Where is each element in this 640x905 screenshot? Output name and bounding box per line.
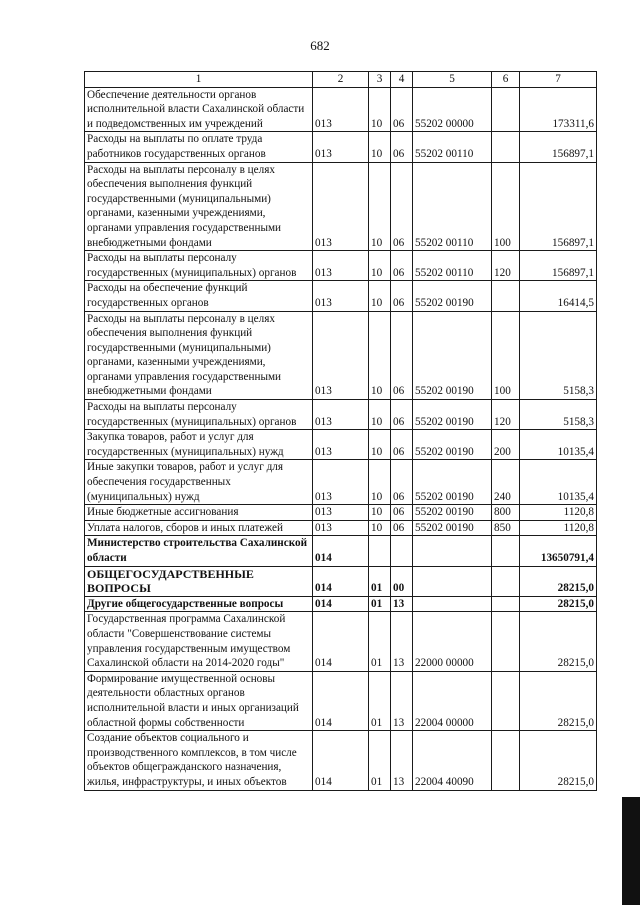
table-row [85, 596, 597, 612]
row-name-cell: Иные закупки товаров, работ и услуг для обеспечения государственных (муниципальных) нужд [85, 460, 313, 505]
subsection-cell: 13 [391, 671, 413, 730]
expense-type-cell [492, 731, 520, 790]
row-name-cell: Расходы на обеспечение функций государственных органов [85, 281, 313, 311]
row-name-cell: Иные бюджетные ассигнования [85, 505, 313, 521]
code-cell: 014 [313, 731, 369, 790]
subsection-cell: 13 [391, 612, 413, 671]
subsection-cell: 06 [391, 311, 413, 400]
table-row [85, 251, 597, 281]
amount-cell: 5158,3 [520, 400, 597, 430]
target-article-cell: 55202 00190 [413, 281, 492, 311]
target-article-cell: 22000 00000 [413, 612, 492, 671]
amount-cell: 28215,0 [520, 612, 597, 671]
code-cell: 013 [313, 400, 369, 430]
table-row [85, 505, 597, 521]
header-cell: 2 [313, 72, 369, 88]
header-cell: 4 [391, 72, 413, 88]
expense-type-cell: 120 [492, 400, 520, 430]
section-cell: 01 [369, 671, 391, 730]
subsection-cell: 06 [391, 132, 413, 162]
amount-cell: 28215,0 [520, 566, 597, 596]
table-row [85, 612, 597, 671]
expense-type-cell: 800 [492, 505, 520, 521]
table-row [85, 731, 597, 790]
header-cell: 7 [520, 72, 597, 88]
table-row [85, 430, 597, 460]
table-row [85, 460, 597, 505]
amount-cell: 1120,8 [520, 520, 597, 536]
target-article-cell: 55202 00190 [413, 430, 492, 460]
code-cell: 014 [313, 596, 369, 612]
subsection-cell: 06 [391, 460, 413, 505]
table-row [85, 566, 597, 596]
subsection-cell: 06 [391, 505, 413, 521]
target-article-cell: 55202 00000 [413, 87, 492, 132]
section-cell: 10 [369, 505, 391, 521]
expense-type-cell: 120 [492, 251, 520, 281]
subsection-cell [391, 536, 413, 566]
table-row [85, 536, 597, 566]
row-name-cell: Расходы на выплаты персоналу в целях обеспечения выполнения функций государственными (муниципальными) органами, казенными учреждениями, органами управления государственными внебюджетными фондами [85, 162, 313, 251]
table-row [85, 311, 597, 400]
table-row [85, 520, 597, 536]
section-cell: 10 [369, 251, 391, 281]
code-cell: 013 [313, 87, 369, 132]
row-name-cell: Расходы на выплаты персоналу государственных (муниципальных) органов [85, 251, 313, 281]
section-cell: 10 [369, 87, 391, 132]
header-cell: 1 [85, 72, 313, 88]
target-article-cell: 55202 00110 [413, 162, 492, 251]
header-cell: 3 [369, 72, 391, 88]
amount-cell: 156897,1 [520, 162, 597, 251]
expense-type-cell [492, 566, 520, 596]
section-cell: 10 [369, 400, 391, 430]
row-name-cell: ОБЩЕГОСУДАРСТВЕННЫЕ ВОПРОСЫ [85, 566, 313, 596]
row-name-cell: Уплата налогов, сборов и иных платежей [85, 520, 313, 536]
row-name-cell: Закупка товаров, работ и услуг для государственных (муниципальных) нужд [85, 430, 313, 460]
amount-cell: 28215,0 [520, 596, 597, 612]
expense-type-cell: 100 [492, 311, 520, 400]
section-cell: 01 [369, 566, 391, 596]
subsection-cell: 06 [391, 520, 413, 536]
target-article-cell: 55202 00190 [413, 311, 492, 400]
expense-type-cell [492, 132, 520, 162]
budget-table [84, 71, 597, 791]
row-name-cell: Расходы на выплаты персоналу государственных (муниципальных) органов [85, 400, 313, 430]
subsection-cell: 06 [391, 162, 413, 251]
row-name-cell: Расходы на выплаты по оплате труда работников государственных органов [85, 132, 313, 162]
code-cell: 013 [313, 430, 369, 460]
code-cell: 013 [313, 281, 369, 311]
subsection-cell: 06 [391, 87, 413, 132]
table-row [85, 132, 597, 162]
code-cell: 013 [313, 460, 369, 505]
code-cell: 014 [313, 536, 369, 566]
target-article-cell: 55202 00110 [413, 132, 492, 162]
expense-type-cell: 200 [492, 430, 520, 460]
section-cell: 01 [369, 731, 391, 790]
section-cell: 01 [369, 612, 391, 671]
code-cell: 014 [313, 612, 369, 671]
target-article-cell: 22004 00000 [413, 671, 492, 730]
amount-cell: 28215,0 [520, 731, 597, 790]
section-cell [369, 536, 391, 566]
code-cell: 014 [313, 566, 369, 596]
code-cell: 014 [313, 671, 369, 730]
expense-type-cell [492, 671, 520, 730]
target-article-cell: 55202 00190 [413, 520, 492, 536]
table-row [85, 281, 597, 311]
expense-type-cell [492, 281, 520, 311]
table-body [85, 87, 597, 790]
amount-cell: 156897,1 [520, 251, 597, 281]
code-cell: 013 [313, 311, 369, 400]
amount-cell: 156897,1 [520, 132, 597, 162]
expense-type-cell [492, 612, 520, 671]
target-article-cell: 22004 40090 [413, 731, 492, 790]
row-name-cell: Расходы на выплаты персоналу в целях обеспечения выполнения функций государственными (муниципальными) органами, казенными учреждениями, органами управления государственными внебюджетными фондами [85, 311, 313, 400]
row-name-cell: Другие общегосударственные вопросы [85, 596, 313, 612]
subsection-cell: 06 [391, 400, 413, 430]
target-article-cell [413, 596, 492, 612]
expense-type-cell [492, 87, 520, 132]
subsection-cell: 06 [391, 281, 413, 311]
row-name-cell: Государственная программа Сахалинской области "Совершенствование системы управления государственным имуществом Сахалинской области на 2014-2020 годы" [85, 612, 313, 671]
expense-type-cell: 240 [492, 460, 520, 505]
amount-cell: 10135,4 [520, 430, 597, 460]
target-article-cell [413, 536, 492, 566]
subsection-cell: 13 [391, 731, 413, 790]
row-name-cell: Министерство строительства Сахалинской области [85, 536, 313, 566]
target-article-cell: 55202 00190 [413, 460, 492, 505]
code-cell: 013 [313, 162, 369, 251]
subsection-cell: 06 [391, 251, 413, 281]
code-cell: 013 [313, 520, 369, 536]
row-name-cell: Создание объектов социального и производственного комплексов, в том числе объектов общегражданского назначения, жилья, инфраструктуры, и иных объектов [85, 731, 313, 790]
header-row [85, 72, 597, 88]
amount-cell: 10135,4 [520, 460, 597, 505]
expense-type-cell: 100 [492, 162, 520, 251]
table-row [85, 400, 597, 430]
table-row [85, 87, 597, 132]
row-name-cell: Формирование имущественной основы деятельности областных органов исполнительной власти и иных организаций областной формы собственности [85, 671, 313, 730]
section-cell: 10 [369, 281, 391, 311]
code-cell: 013 [313, 132, 369, 162]
subsection-cell: 13 [391, 596, 413, 612]
subsection-cell: 00 [391, 566, 413, 596]
amount-cell: 5158,3 [520, 311, 597, 400]
header-cell: 5 [413, 72, 492, 88]
amount-cell: 28215,0 [520, 671, 597, 730]
amount-cell: 173311,6 [520, 87, 597, 132]
target-article-cell: 55202 00190 [413, 400, 492, 430]
header-cell: 6 [492, 72, 520, 88]
expense-type-cell: 850 [492, 520, 520, 536]
row-name-cell: Обеспечение деятельности органов исполнительной власти Сахалинской области и подведомственных им учреждений [85, 87, 313, 132]
amount-cell: 16414,5 [520, 281, 597, 311]
code-cell: 013 [313, 505, 369, 521]
section-cell: 10 [369, 430, 391, 460]
section-cell: 10 [369, 520, 391, 536]
expense-type-cell [492, 536, 520, 566]
section-cell: 10 [369, 460, 391, 505]
target-article-cell: 55202 00110 [413, 251, 492, 281]
table-row [85, 671, 597, 730]
scan-edge-bar [622, 797, 640, 905]
amount-cell: 1120,8 [520, 505, 597, 521]
page-number: 682 [310, 38, 330, 53]
amount-cell: 13650791,4 [520, 536, 597, 566]
target-article-cell: 55202 00190 [413, 505, 492, 521]
section-cell: 10 [369, 162, 391, 251]
section-cell: 10 [369, 132, 391, 162]
section-cell: 10 [369, 311, 391, 400]
expense-type-cell [492, 596, 520, 612]
code-cell: 013 [313, 251, 369, 281]
table-row [85, 162, 597, 251]
section-cell: 01 [369, 596, 391, 612]
subsection-cell: 06 [391, 430, 413, 460]
target-article-cell [413, 566, 492, 596]
